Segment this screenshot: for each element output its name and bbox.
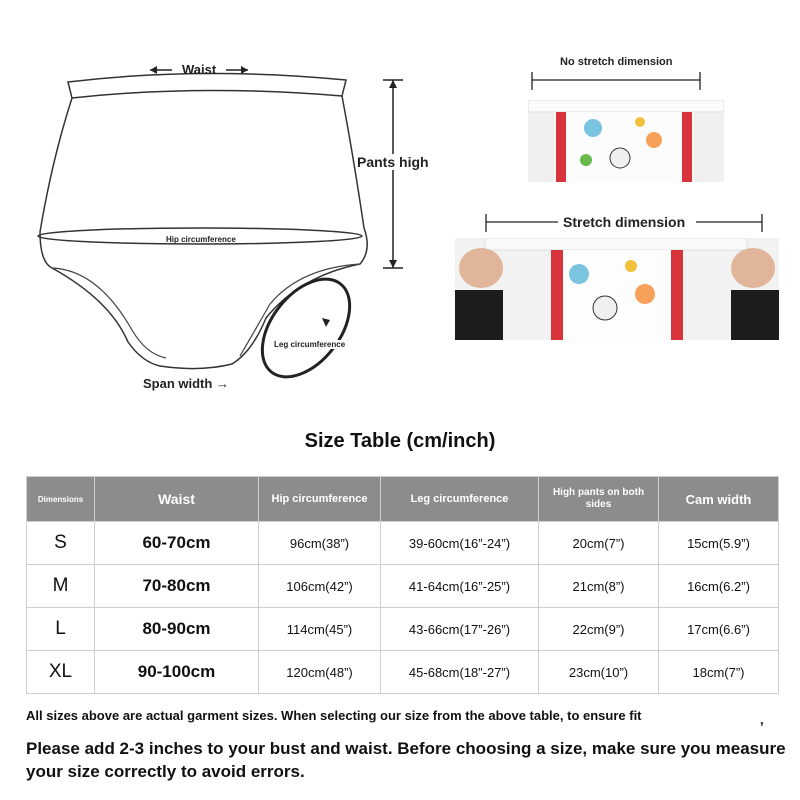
cam-width-cell: 16cm(6.2”) [659, 565, 779, 608]
hip-cell: 114cm(45”) [259, 608, 381, 651]
high-pants-cell: 20cm(7”) [539, 522, 659, 565]
stray-comma: , [760, 712, 764, 727]
no-stretch-label: No stretch dimension [560, 56, 673, 68]
waist-cell: 90-100cm [95, 651, 259, 694]
leg-cell: 45-68cm(18”-27”) [381, 651, 539, 694]
span-width-label: Span width → [143, 376, 229, 391]
header-high-pants: High pants on both sides [539, 477, 659, 522]
size-cell: S [27, 522, 95, 565]
header-cam-width: Cam width [659, 477, 779, 522]
table-header-row [27, 477, 779, 522]
size-table-title: Size Table (cm/inch) [304, 430, 496, 452]
cam-width-cell: 17cm(6.6”) [659, 608, 779, 651]
high-pants-cell: 21cm(8”) [539, 565, 659, 608]
leg-cell: 41-64cm(16”-25”) [381, 565, 539, 608]
high-pants-cell: 22cm(9”) [539, 608, 659, 651]
size-cell: L [27, 608, 95, 651]
size-cell: M [27, 565, 95, 608]
sizing-advice: Please add 2-3 inches to your bust and waist. Before choosing a size, make sure you measure your size correctly to avoid errors. [26, 739, 786, 781]
table-row [27, 565, 779, 608]
waist-label: Waist [182, 62, 217, 77]
waist-cell: 60-70cm [95, 522, 259, 565]
pants-high-label: Pants high [357, 154, 429, 170]
hip-circumference-label: Hip circumference [166, 235, 236, 244]
cam-width-cell: 18cm(7”) [659, 651, 779, 694]
header-waist: Waist [95, 477, 259, 522]
waist-cell: 80-90cm [95, 608, 259, 651]
hip-cell: 96cm(38”) [259, 522, 381, 565]
hip-cell: 120cm(48”) [259, 651, 381, 694]
stretch-label: Stretch dimension [563, 214, 686, 230]
size-table [26, 476, 779, 694]
stretch-product-photo [455, 238, 779, 340]
table-row [27, 608, 779, 651]
header-hip: Hip circumference [259, 477, 381, 522]
leg-cell: 39-60cm(16”-24”) [381, 522, 539, 565]
leg-circumference-label: Leg circumference [274, 340, 346, 349]
size-cell: XL [27, 651, 95, 694]
header-dimensions: Dimensions [27, 477, 95, 522]
high-pants-cell: 23cm(10”) [539, 651, 659, 694]
cam-width-cell: 15cm(5.9”) [659, 522, 779, 565]
leg-cell: 43-66cm(17”-26”) [381, 608, 539, 651]
table-row [27, 522, 779, 565]
sizing-note: All sizes above are actual garment sizes. When selecting our size from the above table, to ensure fit [26, 708, 642, 723]
table-row [27, 651, 779, 694]
header-leg: Leg circumference [381, 477, 539, 522]
hip-cell: 106cm(42”) [259, 565, 381, 608]
waist-cell: 70-80cm [95, 565, 259, 608]
